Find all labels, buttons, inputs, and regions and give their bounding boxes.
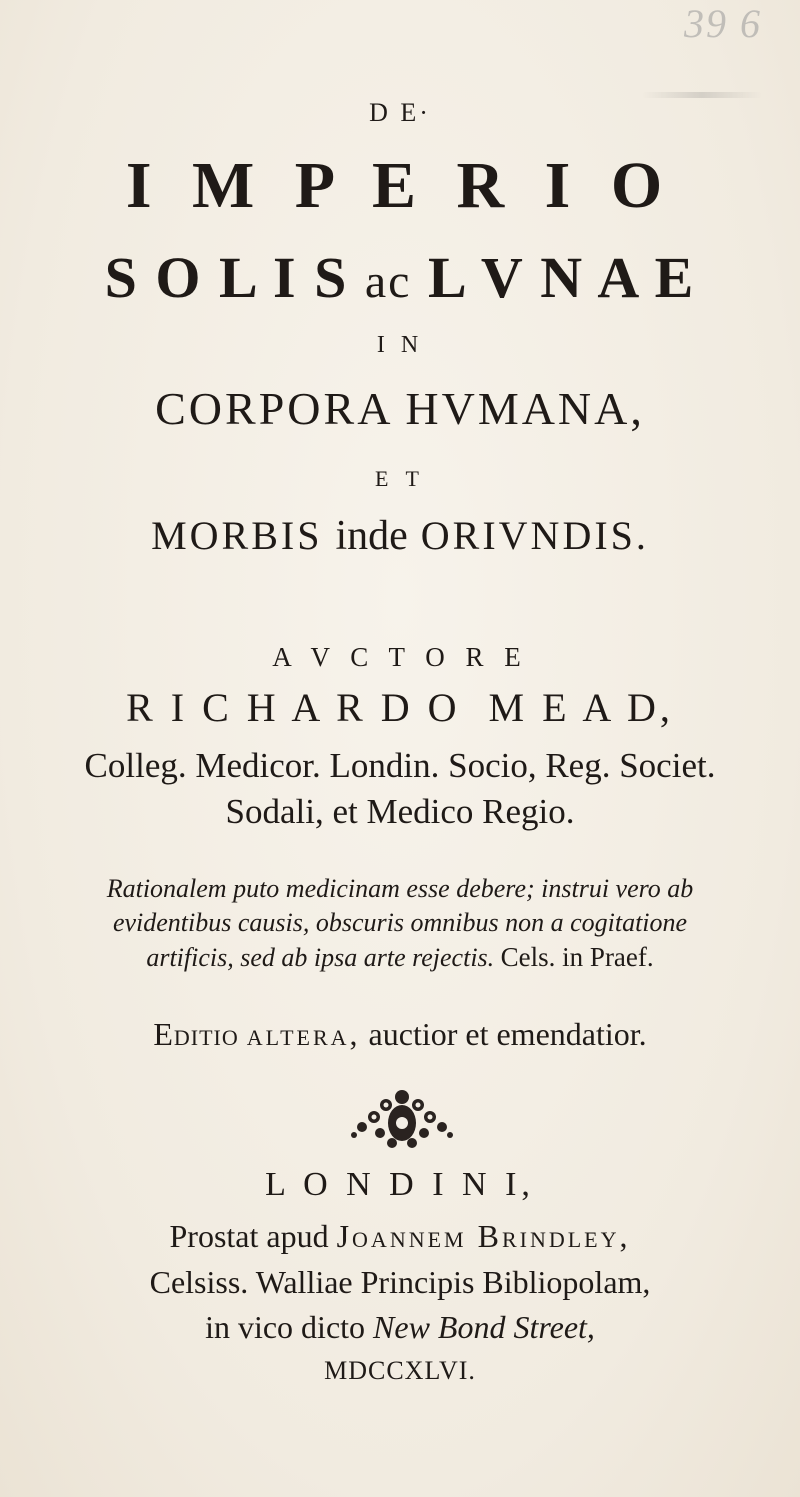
imprint-line-1 xyxy=(0,1218,800,1255)
imprint-city: L O N D I N I, xyxy=(265,1166,535,1203)
title-de: D E· xyxy=(369,98,431,127)
title-imperio: I M P E R I O xyxy=(125,149,675,222)
edition-altera: altera, xyxy=(246,1016,361,1052)
title-morbis: MORBIS xyxy=(151,513,323,558)
epigraph-source: Cels. in Praef. xyxy=(500,942,654,972)
author-affiliation-2: Sodali, et Medico Regio. xyxy=(225,792,575,831)
edition-rest: auctior et emendatior. xyxy=(368,1016,647,1052)
author-name: R I C H A R D O M E A D, xyxy=(126,685,674,730)
title-et: E T xyxy=(375,466,425,491)
edition-editio: Editio xyxy=(153,1016,239,1052)
title-ac: ac xyxy=(364,255,412,308)
printers-ornament-icon xyxy=(350,1083,454,1153)
title-solis-lunae xyxy=(0,244,800,311)
title-in: I N xyxy=(376,332,424,358)
shelfmark-text: 39 6 xyxy=(684,1,762,46)
imprint-line-2: Celsiss. Walliae Principis Bibliopolam, xyxy=(149,1264,651,1300)
epigraph-line-1: Rationalem puto medicinam esse debere; instrui vero ab xyxy=(106,874,694,903)
title-morbis-oriundis xyxy=(0,512,800,560)
title-solis: S O L I S xyxy=(104,245,349,310)
edition-statement xyxy=(0,1016,800,1053)
epigraph-line-3 xyxy=(0,942,800,973)
epigraph-line-2: evidentibus causis, obscuris omnibus non a cogitatione xyxy=(112,908,688,937)
title-corpora-humana: CORPORA HVMANA, xyxy=(155,383,645,434)
title-inde: inde xyxy=(335,513,408,559)
imprint-year: MDCCXLVI. xyxy=(324,1356,476,1385)
imprint-prostat: Prostat apud xyxy=(169,1218,329,1254)
imprint-street: New Bond Street, xyxy=(373,1309,595,1345)
author-affiliation-1: Colleg. Medicor. Londin. Socio, Reg. Societ. xyxy=(84,746,716,785)
title-lunae: L V N A E xyxy=(427,245,696,310)
imprint-in-vico: in vico dicto xyxy=(205,1309,366,1345)
imprint-line-3 xyxy=(0,1309,800,1346)
author-auctore: A V C T O R E xyxy=(272,642,528,672)
epigraph-line-3-italic: artificis, sed ab ipsa arte rejectis. xyxy=(146,943,495,972)
imprint-printer-name: Joannem Brindley, xyxy=(336,1218,631,1254)
handwritten-shelfmark xyxy=(612,0,762,105)
title-oriundis: ORIVNDIS. xyxy=(420,513,649,558)
